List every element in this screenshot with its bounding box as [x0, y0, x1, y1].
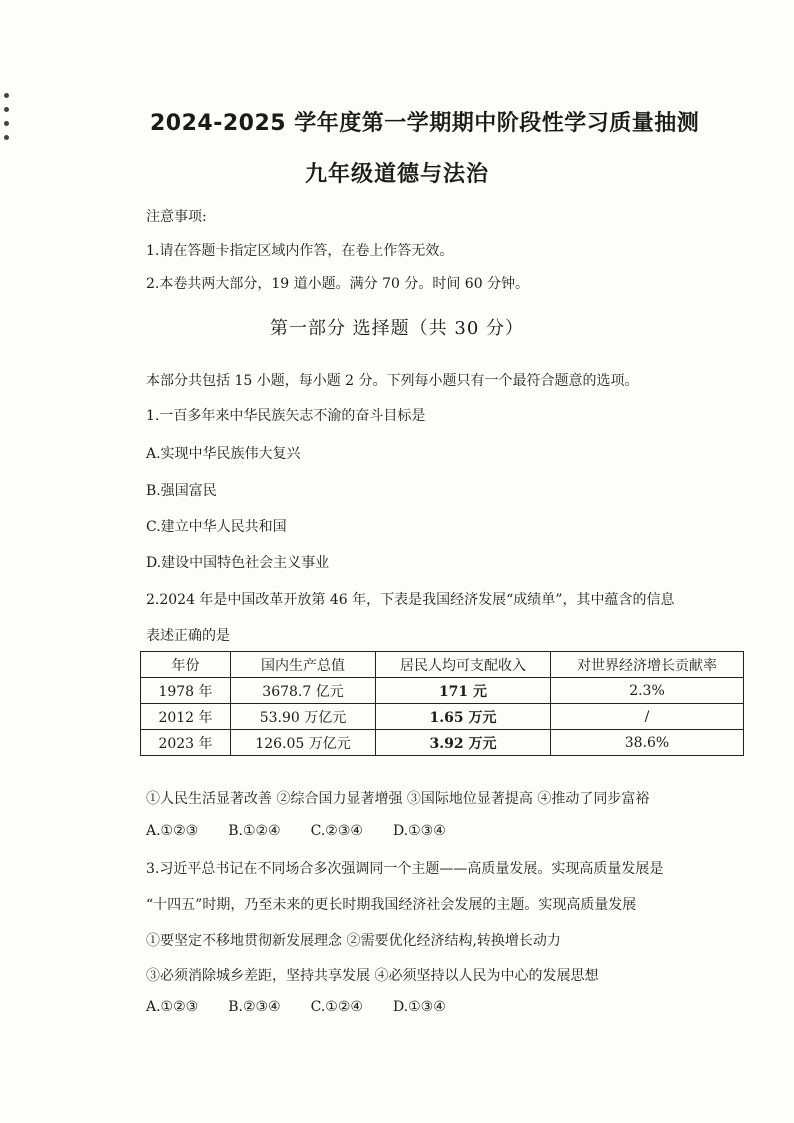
table-row — [141, 704, 744, 730]
question-3-options — [146, 999, 476, 1015]
question-3-statements-line-2: ③必须消除城乡差距，坚持共享发展 ④必须坚持以人民为中心的发展思想 — [146, 968, 599, 984]
question-3-option-b: B.②③④ — [228, 999, 281, 1015]
binding-margin-marks — [0, 84, 14, 154]
economic-data-table — [140, 651, 744, 756]
question-2-option-d: D.①③④ — [392, 823, 446, 839]
table-cell: 38.6% — [551, 730, 744, 756]
question-3-stem-line-2: “十四五”时期，乃至未来的更长时期我国经济社会发展的主题。实现高质量发展 — [146, 897, 637, 913]
question-1-option-a: A.实现中华民族伟大复兴 — [146, 446, 301, 462]
table-row — [141, 730, 744, 756]
question-1-option-d: D.建设中国特色社会主义事业 — [146, 555, 330, 571]
question-1-option-b: B.强国富民 — [146, 483, 217, 499]
exam-title: 2024-2025 学年度第一学期期中阶段性学习质量抽测 — [150, 111, 700, 136]
section-1-intro: 本部分共包括 15 小题，每小题 2 分。下列每小题只有一个最符合题意的选项。 — [146, 373, 639, 389]
question-3-statements-line-1: ①要坚定不移地贯彻新发展理念 ②需要优化经济结构,转换增长动力 — [146, 933, 561, 949]
question-2-option-b: B.①②④ — [228, 823, 281, 839]
section-1-heading: 第一部分 选择题（共 30 分） — [269, 318, 525, 339]
question-3-option-c: C.①②④ — [310, 999, 363, 1015]
question-1-stem: 1.一百多年来中华民族矢志不渝的奋斗目标是 — [146, 408, 426, 424]
question-2-option-c: C.②③④ — [310, 823, 363, 839]
table-cell: 2.3% — [551, 678, 744, 704]
question-2-option-a: A.①②③ — [146, 823, 199, 839]
question-2-stem-line-2: 表述正确的是 — [146, 628, 230, 644]
table-header-cell: 居民人均可支配收入 — [376, 652, 551, 678]
question-3-stem-line-1: 3.习近平总书记在不同场合多次强调同一个主题——高质量发展。实现高质量发展是 — [146, 861, 664, 877]
notes-heading: 注意事项: — [146, 209, 207, 225]
question-2-statements: ①人民生活显著改善 ②综合国力显著增强 ③国际地位显著提高 ④推动了同步富裕 — [146, 791, 650, 807]
table-header-cell: 国内生产总值 — [231, 652, 376, 678]
question-2-options — [146, 823, 476, 839]
table-cell: 3.92 万元 — [376, 730, 551, 756]
table-header-cell: 对世界经济增长贡献率 — [551, 652, 744, 678]
table-cell: 1.65 万元 — [376, 704, 551, 730]
table-cell: 3678.7 亿元 — [231, 678, 376, 704]
notes-item-1: 1.请在答题卡指定区域内作答，在卷上作答无效。 — [146, 243, 454, 259]
table-header-row — [141, 652, 744, 678]
table-row — [141, 678, 744, 704]
table-cell: 2012 年 — [141, 704, 231, 730]
notes-item-2: 2.本卷共两大部分，19 道小题。满分 70 分。时间 60 分钟。 — [146, 276, 530, 292]
table-cell: 171 元 — [376, 678, 551, 704]
question-2-stem-line-1: 2.2024 年是中国改革开放第 46 年，下表是我国经济发展“成绩单”，其中蕴含的信息 — [146, 592, 675, 608]
table-cell: 1978 年 — [141, 678, 231, 704]
question-3-option-a: A.①②③ — [146, 999, 199, 1015]
table-cell: / — [551, 704, 744, 730]
exam-subject: 九年级道德与法治 — [304, 162, 489, 187]
question-3-option-d: D.①③④ — [392, 999, 446, 1015]
question-1-option-c: C.建立中华人民共和国 — [146, 519, 287, 535]
table-header-cell: 年份 — [141, 652, 231, 678]
table-cell: 126.05 万亿元 — [231, 730, 376, 756]
table-cell: 2023 年 — [141, 730, 231, 756]
table-cell: 53.90 万亿元 — [231, 704, 376, 730]
